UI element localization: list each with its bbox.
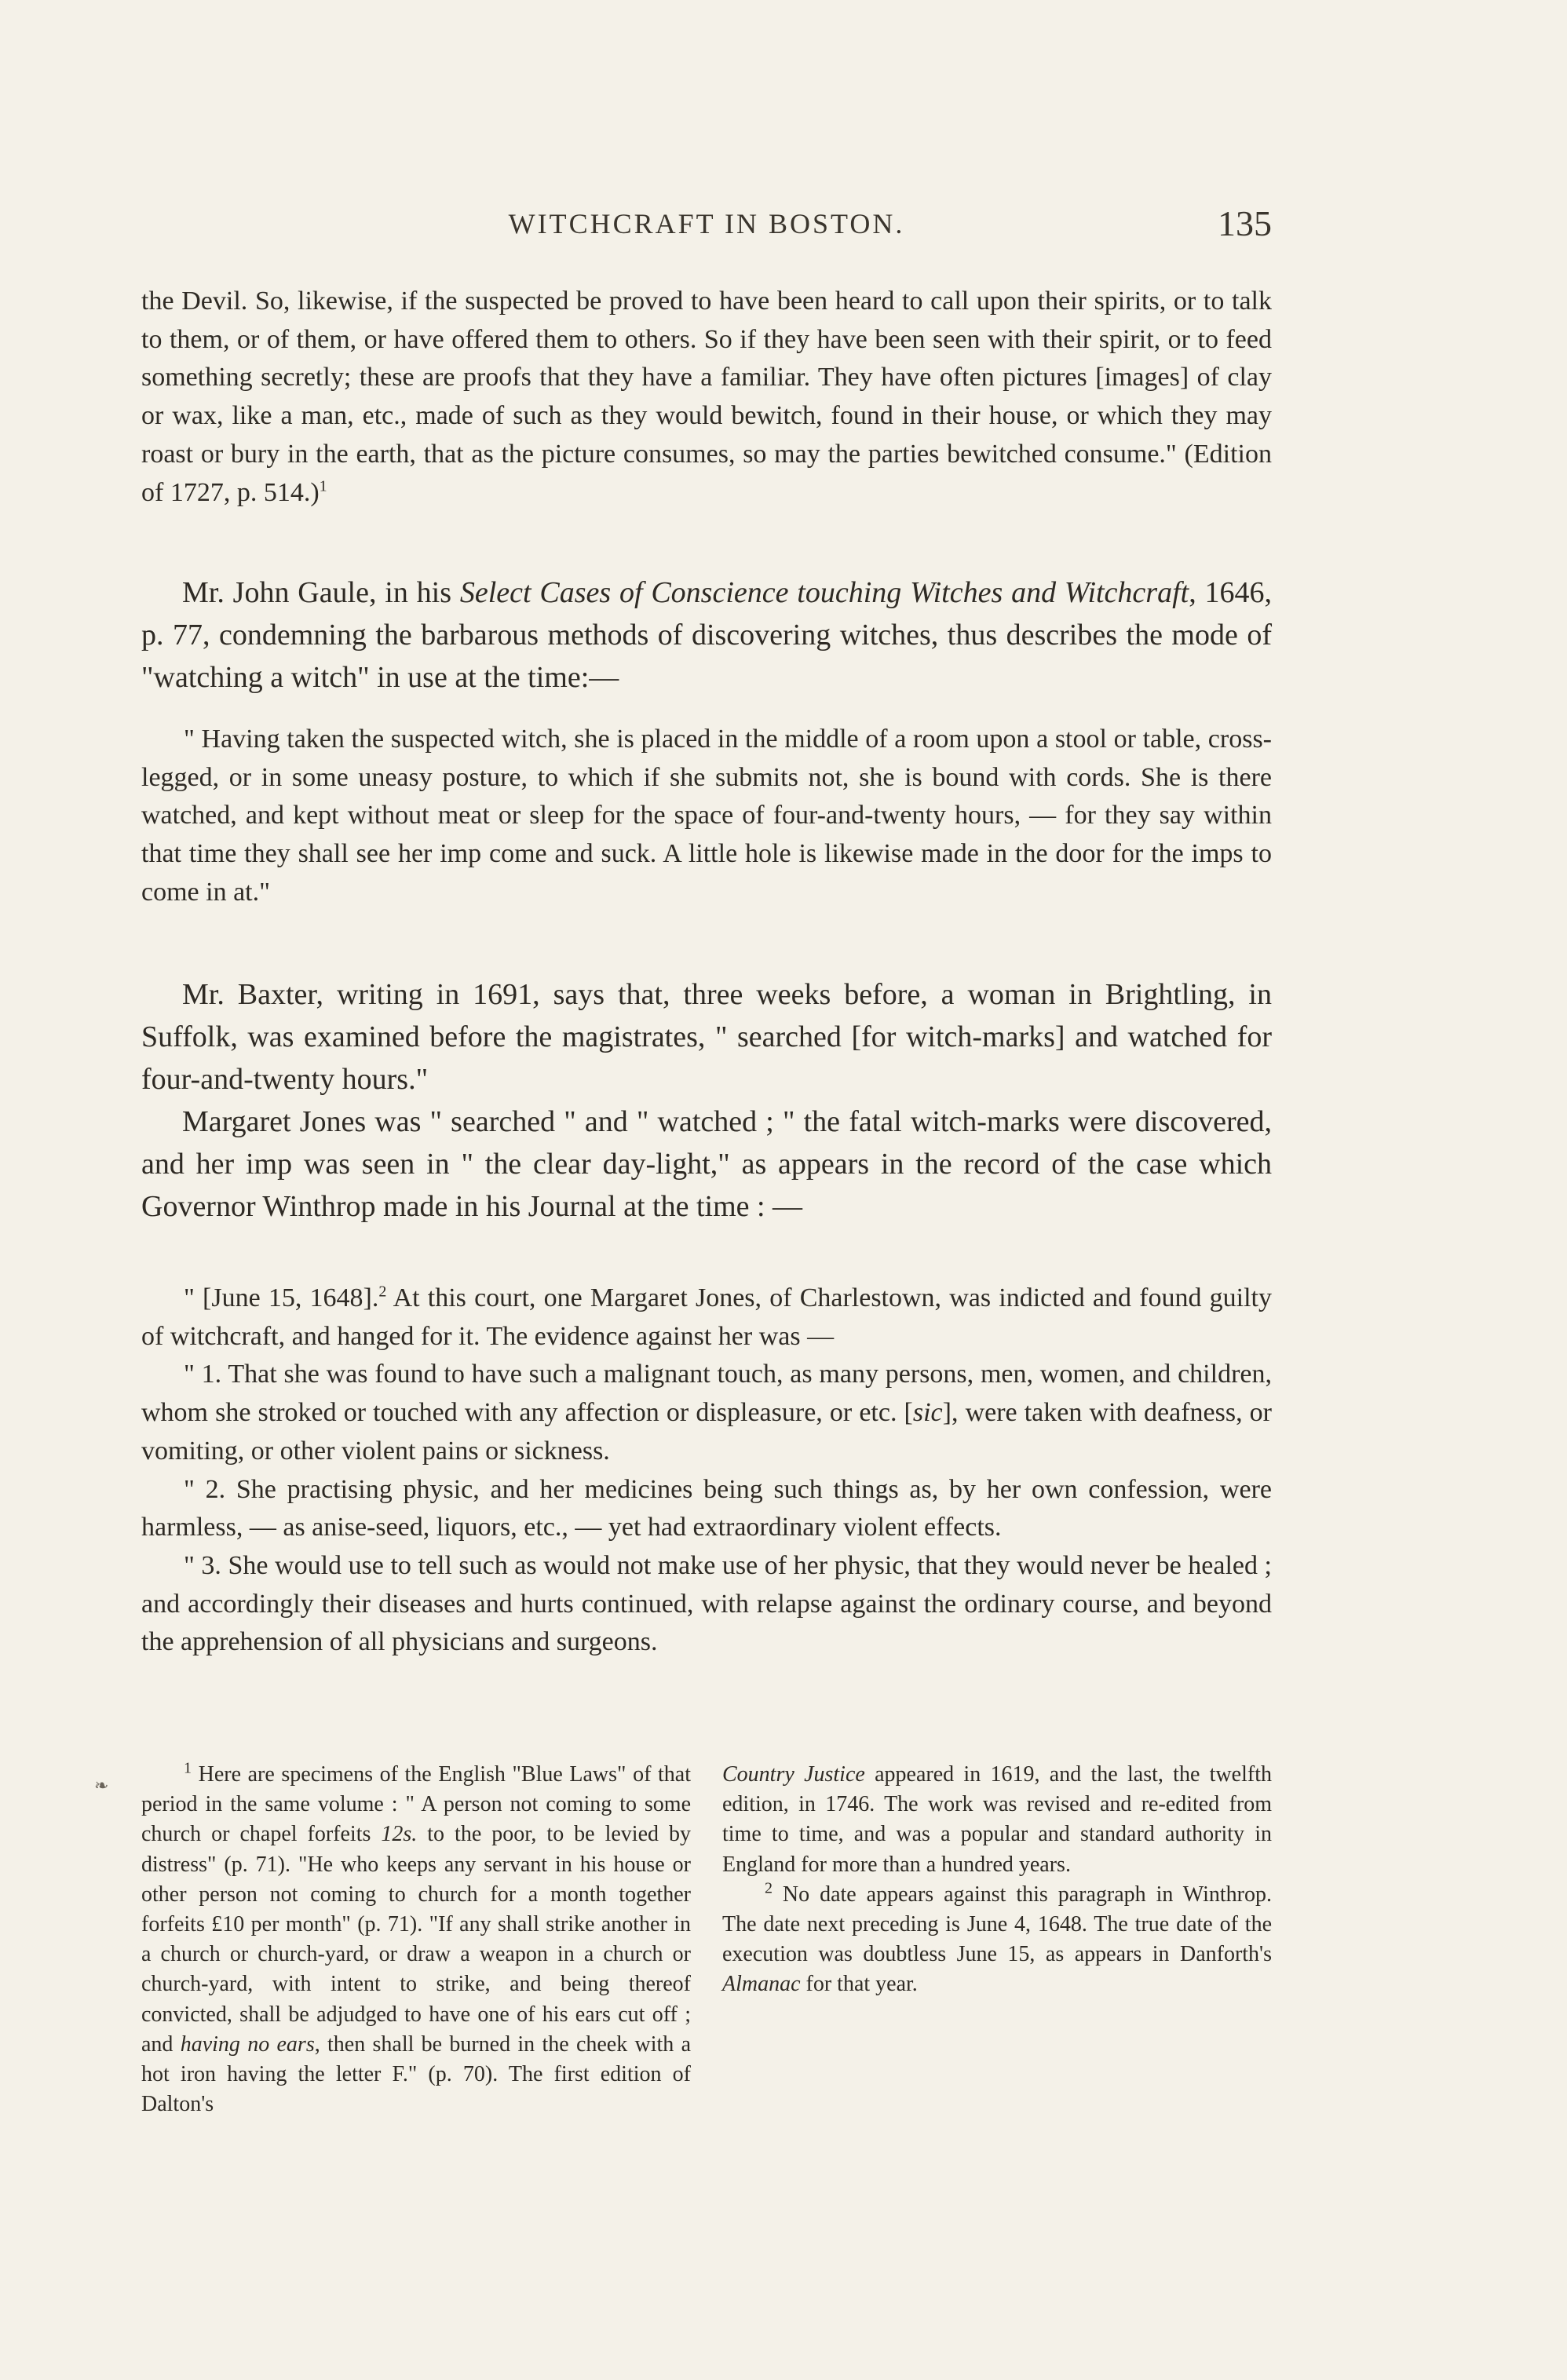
running-title: WITCHCRAFT IN BOSTON.	[508, 208, 905, 239]
footnote-2-almanac-title: Almanac	[722, 1972, 801, 1997]
running-head	[141, 203, 1272, 257]
footnote-1-amount-pounds: £10	[211, 1912, 245, 1937]
footnote-1-text: Here are specimens of the English "Blue Laws" of that period in the same volume : " A person not coming to some church or chapel forfeits	[141, 1762, 691, 1847]
footnote-2-text: No date appears against this paragraph in Winthrop. The date next preceding is June 4, 1648. The true date of the execution was doubtless June 15, as appears in Danforth's	[722, 1882, 1272, 1967]
page-number: 135	[1218, 203, 1272, 243]
footnote-column-left	[141, 1760, 691, 2119]
footnote-1-text: appeared in 1619, and the last, the twelfth edition, in 1746. The work was revised and re-edited from time to time, and was a popular and standard authority in England for more than a hundred years.	[722, 1762, 1272, 1877]
footnote-1-amount-shillings: 12s.	[381, 1822, 418, 1847]
evidence-1-lead: " 1. That she was found to have such a malignant touch, as many persons, men, women, and children, whom she stroked or touched with any affection or displeasure, or etc. [	[141, 1360, 1272, 1428]
printer-ornament: ❧	[94, 1776, 109, 1795]
footnote-1-number: 1	[184, 1759, 192, 1777]
sic-mark: sic	[912, 1398, 943, 1428]
footnote-1-italic-phrase: having no ears	[180, 2031, 315, 2057]
footnote-1-continued	[722, 1760, 1272, 1880]
footnote-2-ref: 2	[378, 1283, 387, 1301]
paragraph-2-rest: , 1646, p. 77, condemning the barbarous methods of discovering witches, thus describes the mode of "watching a witch" in use at the time:—	[141, 576, 1273, 694]
evidence-1-rest: ], were taken with deafness, or vomiting, or other violent pains or sickness.	[141, 1398, 1273, 1466]
paragraph-baxter	[141, 973, 1272, 1228]
paragraph-1-text: the Devil. So, likewise, if the suspected be proved to have been heard to call upon their spirits, or to talk to them, or of them, or have offered them to others. So if they have been seen with their spirit, or to feed something secretly; these are proofs that they have a familiar. They have often pictures [images] of clay or wax, like a man, etc., made of such as they would bewitch, found in their house, or which they may roast or bury in the earth, that as the picture consumes, so may the parties bewitched consume." (Edition of 1727, p. 514.)	[141, 287, 1272, 507]
footnote-2-text: for that year.	[800, 1972, 918, 1997]
book-title: Select Cases of Conscience touching Witches and Witchcraft	[459, 576, 1189, 609]
winthrop-record	[141, 1279, 1272, 1662]
quote-gaule-text: " Having taken the suspected witch, she is placed in the middle of a room upon a stool or table, cross-legged, or in some uneasy posture, to which if she submits not, she is bound with cords. She is there watched, and kept without meat or sleep for the space of four-and-twenty hours, — for they say within that time they shall see her imp come and suck. A little hole is likewise made in the door for the imps to come in at."	[141, 725, 1272, 907]
paragraph-2-lead: Mr. John Gaule, in his	[182, 576, 460, 609]
paragraph-margaret-jones: Margaret Jones was " searched " and " watched ; " the fatal witch-marks were discovered, and her imp was seen in " the clear day-light," as appears in the record of the case which Governor Winthrop made in his Journal at the time : —	[141, 1105, 1272, 1223]
winthrop-text: At this court, one Margaret Jones, of Charlestown, was indicted and found guilty of witchcraft, and hanged for it. The evidence against her was —	[141, 1283, 1273, 1351]
paragraph-1	[141, 283, 1272, 512]
footnote-column-right	[722, 1760, 1272, 2000]
footnote-1-text: , then shall be burned in the cheek with a hot iron having the letter F." (p. 70). The first edition of Dalton's	[141, 2031, 691, 2117]
footnote-1-text: per month" (p. 71). "If any shall strike another in a church or church-yard, or draw a weapon in a church or church-yard, with intent to strike, and being thereof convicted, shall be adjudged to have one of his ears cut off ; and	[141, 1912, 691, 2057]
paragraph-baxter-text: Mr. Baxter, writing in 1691, says that, three weeks before, a woman in Brightling, in Suffolk, was examined before the magistrates, " searched [for witch-marks] and watched for four-and-twenty hours."	[141, 978, 1272, 1096]
quote-gaule	[141, 721, 1272, 912]
evidence-3: " 3. She would use to tell such as would not make use of her physic, that they would never be healed ; and accordingly their diseases and hurts continued, with relapse against the ordinary course, and beyond the apprehension of all physicians and surgeons.	[141, 1550, 1272, 1657]
footnote-2-number: 2	[765, 1879, 773, 1897]
evidence-2: " 2. She practising physic, and her medicines being such things as, by her own confession, were harmless, — as anise-seed, liquors, etc., — yet had extraordinary violent effects.	[141, 1474, 1272, 1542]
footnote-1-text: to the poor, to be levied by distress" (p. 71). "He who keeps any servant in his house or other person not coming to church for a month together forfeits	[141, 1822, 692, 1937]
winthrop-date: " [June 15, 1648].	[184, 1283, 379, 1312]
footnote-1-book-title: Country Justice	[722, 1762, 865, 1787]
footnotes	[141, 1760, 1272, 2152]
footnote-1-ref: 1	[319, 477, 327, 495]
paragraph-2	[141, 571, 1272, 699]
